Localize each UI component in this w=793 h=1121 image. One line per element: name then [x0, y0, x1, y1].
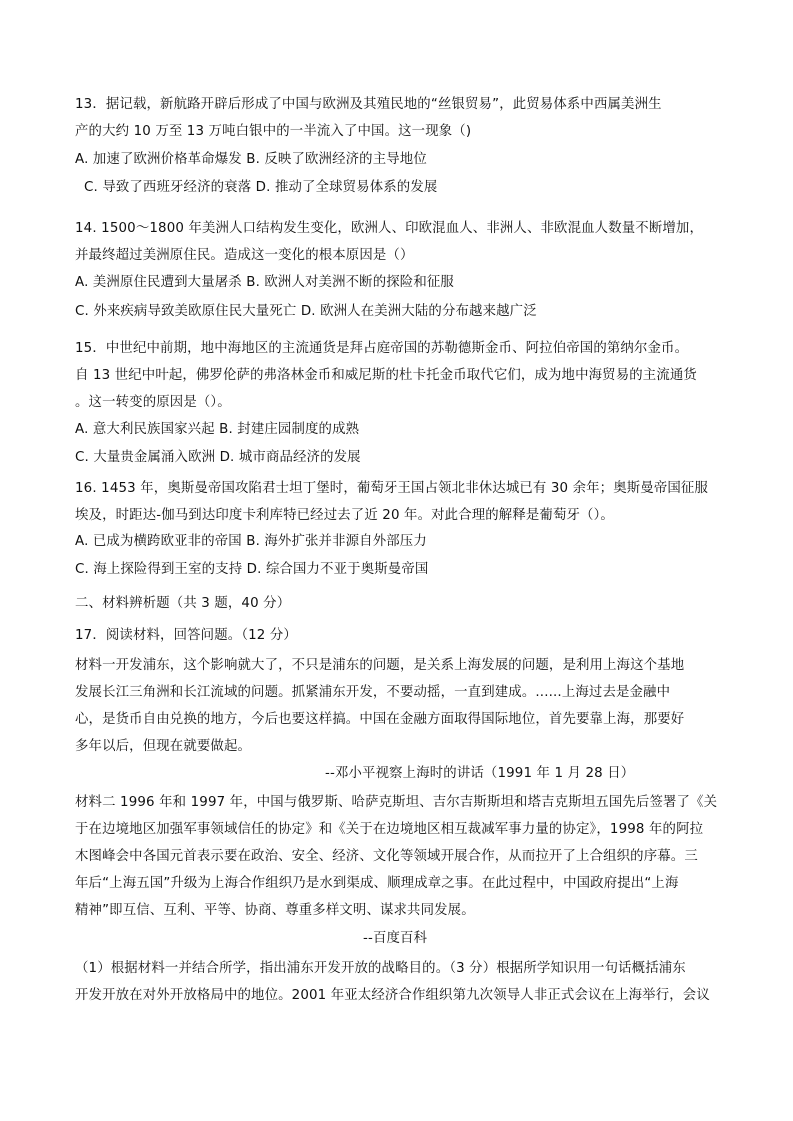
q14-options-cd: C. 外来疾病导致美欧原住民大量死亡 D. 欧洲人在美洲大陆的分布越来越广泛 [75, 304, 537, 319]
q13-options-cd: C. 导致了西班牙经济的衰落 D. 推动了全球贸易体系的发展 [84, 180, 438, 195]
section-heading: 二、材料辨析题（共 3 题，40 分） [75, 596, 291, 611]
q17-part1-line: （1）根据材料一并结合所学，指出浦东开发开放的战略目的。（3 分）根据所学知识用一句话概括浦东 [75, 961, 686, 976]
material2-line: 材料二 1996 年和 1997 年，中国与俄罗斯、哈萨克斯坦、吉尔吉斯斯坦和塔吉克斯坦五国先后签署了《关 [75, 795, 718, 810]
q14-stem-line-2: 并最终超过美洲原住民。造成这一变化的根本原因是（） [75, 248, 414, 263]
material2-line: 于在边境地区加强军事领域信任的协定》和《关于在边境地区相互裁减军事力量的协定》，1998 年的阿拉 [75, 822, 704, 837]
q17-title: 17．阅读材料，回答问题。（12 分） [75, 628, 297, 643]
q13-options-ab: A. 加速了欧洲价格革命爆发 B. 反映了欧洲经济的主导地位 [75, 152, 427, 167]
q15-options-ab: A. 意大利民族国家兴起 B. 封建庄园制度的成熟 [75, 422, 360, 437]
q13-stem-line-1: 13．据记载，新航路开辟后形成了中国与欧洲及其殖民地的“丝银贸易”，此贸易体系中西属美洲生 [75, 97, 662, 112]
q13-stem-line-2: 产的大约 10 万至 13 万吨白银中的一半流入了中国。这一现象（) [75, 124, 472, 139]
material1-source: --邓小平视察上海时的讲话（1991 年 1 月 28 日） [325, 766, 635, 781]
material1-line: 发展长江三角洲和长江流域的问题。抓紧浦东开发，不要动摇，一直到建成。......上海过去是金融中 [75, 685, 671, 700]
q17-part1-line: 开发开放在对外开放格局中的地位。2001 年亚太经济合作组织第九次领导人非正式会议在上海举行，会议 [75, 988, 710, 1003]
q15-stem-line-2: 自 13 世纪中叶起，佛罗伦萨的弗洛林金币和威尼斯的杜卡托金币取代它们，成为地中海贸易的主流通货 [75, 368, 697, 383]
q14-options-ab: A. 美洲原住民遭到大量屠杀 B. 欧洲人对美洲不断的探险和征服 [75, 275, 454, 290]
q16-options-cd: C. 海上探险得到王室的支持 D. 综合国力不亚于奥斯曼帝国 [75, 562, 429, 577]
q16-stem-line-2: 埃及，时距达-伽马到达印度卡利库特已经过去了近 20 年。对此合理的解释是葡萄牙（）。 [75, 508, 614, 523]
material2-line: 年后“上海五国”升级为上海合作组织乃是水到渠成、顺理成章之事。在此过程中，中国政府提出“上海 [75, 876, 679, 891]
q14-stem-line-1: 14. 1500～1800 年美洲人口结构发生变化，欧洲人、印欧混血人、非洲人、非欧混血人数量不断增加， [75, 221, 703, 236]
material1-line: 材料一开发浦东，这个影响就大了，不只是浦东的问题，是关系上海发展的问题，是利用上海这个基地 [75, 658, 685, 673]
material1-line: 多年以后，但现在就要做起。 [75, 739, 252, 754]
material2-line: 木图峰会中各国元首表示要在政治、安全、经济、文化等领域开展合作，从而拉开了上合组织的序幕。三 [75, 849, 698, 864]
material2-line: 精神”即互信、互利、平等、协商、尊重多样文明、谋求共同发展。 [75, 903, 475, 918]
material1-line: 心，是货币自由兑换的地方，今后也要这样搞。中国在金融方面取得国际地位，首先要靠上海，那要好 [75, 712, 685, 727]
q16-options-ab: A. 已成为横跨欧亚非的帝国 B. 海外扩张并非源自外部压力 [75, 534, 427, 549]
q16-stem-line-1: 16. 1453 年，奥斯曼帝国攻陷君士坦丁堡时，葡萄牙王国占领北非休达城已有 30 余年；奥斯曼帝国征服 [75, 481, 709, 496]
q15-stem-line-1: 15．中世纪中前期，地中海地区的主流通货是拜占庭帝国的苏勒德斯金币、阿拉伯帝国的第纳尔金币。 [75, 341, 689, 356]
q15-options-cd: C. 大量贵金属涌入欧洲 D. 城市商品经济的发展 [75, 450, 361, 465]
q15-stem-line-3: 。这一转变的原因是（）。 [75, 395, 231, 410]
material2-source: --百度百科 [363, 931, 428, 946]
